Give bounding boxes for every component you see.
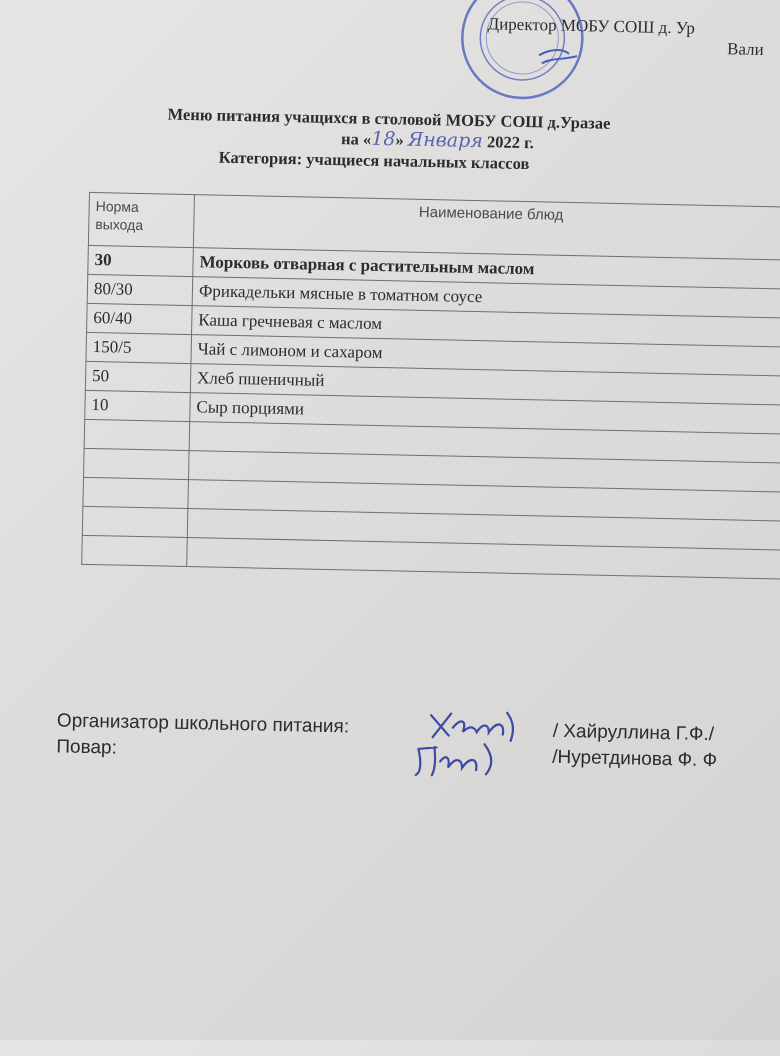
date-day: 18: [371, 127, 396, 151]
menu-date: на «18» Января 2022 г.: [340, 127, 535, 153]
row-dish: Морковь отварная с растительным маслом: [193, 248, 780, 289]
approval-name: Вали: [726, 39, 764, 60]
signatures-block: [56, 709, 718, 772]
row-dish: Каша гречневая с маслом: [192, 306, 780, 347]
stamp-seal: [456, 0, 589, 104]
menu-table: [81, 192, 780, 580]
row-dish: Сыр порциями: [190, 393, 780, 434]
row-norm: [84, 419, 190, 450]
cook-row: [56, 735, 718, 772]
row-dish: Хлеб пшеничный: [190, 364, 780, 405]
approval-title: Директор МОБУ СОШ д. Ур: [487, 14, 696, 38]
menu-title: Меню питания учащихся в столовой МОБУ СОШ д.Уразае: [167, 104, 611, 133]
header-dish-name: Наименование блюд: [193, 195, 780, 260]
row-dish: Фрикадельки мясные в томатном соусе: [192, 277, 780, 318]
menu-heading: [117, 102, 778, 179]
row-norm: 80/30: [87, 274, 193, 305]
cook-name: /Нуретдинова Ф. Ф: [552, 746, 718, 772]
date-month: Января: [407, 128, 484, 153]
row-norm: 30: [88, 245, 194, 276]
row-dish: Чай с лимоном и сахаром: [191, 335, 780, 376]
row-norm: [82, 506, 188, 537]
row-norm: 150/5: [86, 332, 192, 363]
row-norm: 60/40: [87, 303, 193, 334]
organizer-label: Организатор школьного питания:: [56, 710, 350, 738]
row-norm: [82, 535, 188, 566]
row-norm: 10: [85, 390, 191, 421]
organizer-name: / Хайруллина Г.Ф./: [552, 720, 715, 746]
menu-category: Категория: учащиеся начальных классов: [218, 147, 530, 174]
row-norm: 50: [85, 361, 191, 392]
cook-signature: [412, 737, 503, 781]
row-norm: [83, 477, 189, 508]
header-norm: Норма выхода: [88, 192, 194, 247]
cook-label: Повар:: [56, 736, 118, 759]
row-norm: [84, 448, 190, 479]
